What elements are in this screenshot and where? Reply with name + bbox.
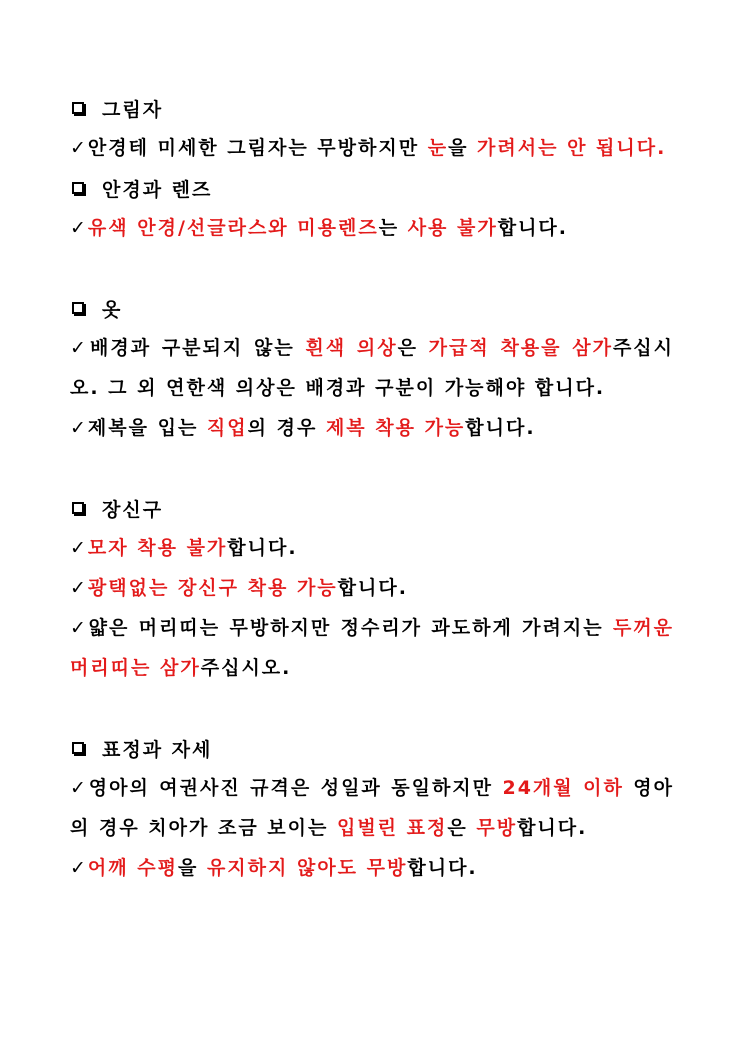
bullet-line [70, 328, 674, 408]
section-expression-posture [70, 728, 674, 888]
segment-highlight: 무방 [476, 817, 518, 839]
segment-highlight: 두꺼운 머리띠는 삼가 [70, 617, 674, 679]
segment: ✓ [70, 537, 88, 559]
segment: 은 [447, 817, 477, 839]
section-heading [70, 168, 674, 208]
section-title: 장신구 [102, 498, 164, 521]
segment: ✓얇은 머리띠는 무방하지만 정수리가 과도하게 가려지는 [70, 617, 613, 639]
segment-highlight: 눈 [427, 137, 449, 159]
segment-highlight: 가급적 착용을 삼가 [428, 337, 613, 359]
segment: ✓ [70, 577, 88, 599]
bullet-line [70, 208, 674, 248]
segment: ✓배경과 구분되지 않는 [70, 337, 306, 359]
segment-highlight: 흰색 의상 [305, 337, 398, 359]
spacer [70, 248, 674, 288]
segment-highlight: 가려서는 안 됩니다. [477, 137, 667, 159]
section-shadow [70, 88, 674, 168]
segment: 영아의 경우 치아가 조금 보이는 [70, 777, 674, 839]
segment: 의 경우 [247, 417, 326, 439]
segment: ✓영아의 여권사진 규격은 성일과 동일하지만 [70, 777, 503, 799]
checkbox-icon [72, 502, 84, 514]
document-body [70, 88, 674, 888]
bullet-line [70, 568, 674, 608]
section-glasses-lens [70, 168, 674, 248]
bullet-line [70, 608, 674, 688]
segment: 합니다. [465, 417, 536, 439]
segment: 을 [177, 857, 207, 879]
segment-highlight: 직업 [206, 417, 248, 439]
segment: 합니다. [337, 577, 408, 599]
bullet-line [70, 408, 674, 448]
segment-highlight: 모자 착용 불가 [87, 537, 228, 559]
spacer [70, 448, 674, 488]
section-accessories [70, 488, 674, 688]
checkbox-icon [72, 102, 84, 114]
bullet-line [70, 128, 674, 168]
spacer [70, 688, 674, 728]
section-title: 표정과 자세 [102, 738, 213, 761]
segment-highlight: 제복 착용 가능 [325, 417, 466, 439]
segment-highlight: 어깨 수평 [87, 857, 178, 879]
segment: 은 [397, 337, 429, 359]
bullet-line [70, 528, 674, 568]
section-title: 그림자 [102, 98, 164, 121]
segment: 합니다. [497, 217, 568, 239]
segment-highlight: 입벌린 표정 [336, 817, 448, 839]
segment: ✓ [70, 857, 88, 879]
checkbox-icon [72, 742, 84, 754]
checkbox-icon [72, 302, 84, 314]
segment: ✓제복을 입는 [70, 417, 207, 439]
segment: 는 [378, 217, 408, 239]
section-title: 옷 [102, 298, 123, 321]
segment: 합니다. [227, 537, 298, 559]
segment-highlight: 사용 불가 [407, 217, 498, 239]
section-title: 안경과 렌즈 [102, 178, 213, 201]
segment: 주십시오. 그 외 연한색 의상은 배경과 구분이 가능해야 합니다. [70, 337, 675, 399]
section-heading [70, 288, 674, 328]
segment: ✓안경테 미세한 그림자는 무방하지만 [70, 137, 428, 159]
segment: 주십시오. [200, 657, 292, 679]
checkbox-icon [72, 182, 84, 194]
bullet-line [70, 848, 674, 888]
bullet-line [70, 768, 674, 848]
segment: ✓ [70, 217, 88, 239]
segment-highlight: 24개월 이하 [502, 777, 624, 799]
segment: 합니다. [407, 857, 478, 879]
segment: 합니다. [517, 817, 588, 839]
section-heading [70, 88, 674, 128]
section-clothes [70, 288, 674, 448]
segment-highlight: 유지하지 않아도 무방 [206, 857, 408, 879]
segment: 을 [448, 137, 478, 159]
segment-highlight: 광택없는 장신구 착용 가능 [87, 577, 338, 599]
section-heading [70, 488, 674, 528]
section-heading [70, 728, 674, 768]
segment-highlight: 유색 안경/선글라스와 미용렌즈 [87, 217, 379, 239]
